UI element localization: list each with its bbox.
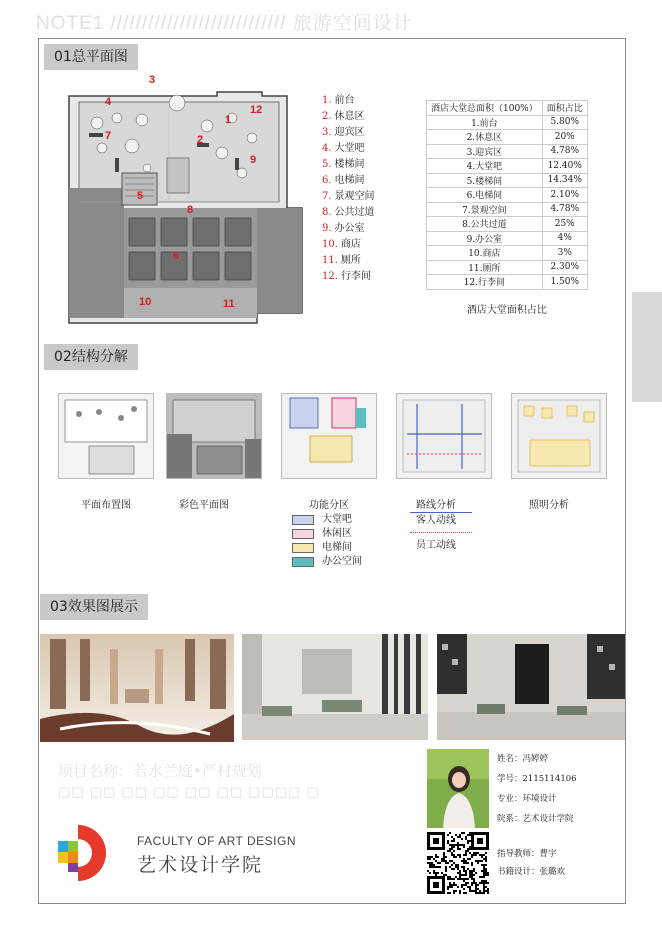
table-row: [427, 159, 588, 174]
table-cell: 12.行李间: [427, 275, 543, 290]
faculty-name-en: FACULTY OF ART DESIGN: [137, 834, 296, 848]
layout-plan-thumb: [58, 393, 154, 479]
table-cell: 11.厕所: [427, 260, 543, 275]
table-cell: 2.10%: [542, 188, 587, 203]
function-legend-label: 办公空间: [322, 556, 362, 567]
map-label: 11: [223, 298, 235, 310]
table-row: [427, 231, 588, 246]
legend-number: 5.: [322, 159, 332, 170]
function-legend-item: [292, 541, 362, 555]
legend-label: 景观空间: [334, 191, 375, 202]
function-legend: [292, 513, 362, 569]
legend-number: 4.: [322, 143, 332, 154]
caption-lighting: 照明分析: [529, 500, 569, 511]
legend-number: 10.: [322, 239, 338, 250]
legend-item: [322, 253, 375, 269]
legend-number: 6.: [322, 175, 332, 186]
table-cell: 5.80%: [542, 115, 587, 130]
legend-label: 办公室: [334, 223, 365, 234]
table-cell: 12.40%: [542, 159, 587, 174]
table-cell: 4%: [542, 231, 587, 246]
table-cell: 1.前台: [427, 115, 543, 130]
legend-label: 公共过道: [334, 207, 375, 218]
faculty-name-cn: 艺术设计学院: [137, 854, 264, 876]
map-label: 2: [197, 134, 204, 146]
student-id: 学号：2115114106: [497, 774, 577, 784]
legend-item: [322, 205, 375, 221]
map-label: 1: [225, 114, 232, 126]
table-cell: 4.78%: [542, 144, 587, 159]
table-header: 面积占比: [542, 101, 587, 116]
legend-label: 迎宾区: [334, 127, 365, 138]
master-floor-plan: [57, 74, 307, 328]
function-legend-item: [292, 555, 362, 569]
table-cell: 5.楼梯间: [427, 173, 543, 188]
project-name: 项目名称：若水兰庭•严村规划: [58, 762, 262, 780]
rendering-photo-3: [437, 634, 625, 740]
legend-item: [322, 173, 375, 189]
route-staff-label: 员工动线: [416, 540, 456, 551]
table-cell: 1.50%: [542, 275, 587, 290]
section-title-plan: 01总平面图: [44, 44, 138, 70]
table-cell: 10.商店: [427, 246, 543, 261]
function-legend-item: [292, 527, 362, 541]
legend-label: 大堂吧: [334, 143, 365, 154]
color-swatch: [292, 529, 314, 539]
legend-number: 1.: [322, 95, 332, 106]
map-label: 12: [250, 104, 263, 116]
rendering-photo-1: [40, 634, 234, 742]
route-analysis-thumb: [396, 393, 492, 479]
caption-layout: 平面布置图: [81, 500, 131, 511]
caption-color: 彩色平面图: [179, 500, 229, 511]
map-label: 7: [105, 130, 112, 142]
color-swatch: [292, 557, 314, 567]
table-row: [427, 260, 588, 275]
legend-item: [322, 93, 375, 109]
note-header: NOTE1 //////////////////////////// 旅游空间设计: [36, 13, 413, 34]
section-title-renderings: 03效果图展示: [40, 594, 148, 620]
caption-function: 功能分区: [309, 500, 349, 511]
function-zone-thumb: [281, 393, 377, 479]
function-legend-label: 电梯间: [322, 542, 352, 553]
legend-item: [322, 221, 375, 237]
table-row: [427, 188, 588, 203]
legend-label: 电梯间: [334, 175, 365, 186]
table-row: [427, 173, 588, 188]
legend-number: 8.: [322, 207, 332, 218]
legend-label: 行李间: [340, 271, 371, 282]
map-label: 4: [105, 96, 112, 108]
legend-number: 12.: [322, 271, 338, 282]
table-caption: 酒店大堂面积占比: [466, 304, 547, 316]
student-name: 姓名：冯婷婷: [497, 754, 549, 764]
qr-code: [427, 832, 489, 894]
function-legend-label: 大堂吧: [322, 514, 352, 525]
legend-label: 商店: [340, 239, 361, 250]
table-cell: 6.电梯间: [427, 188, 543, 203]
area-table: [426, 100, 588, 290]
legend-label: 厕所: [340, 255, 361, 266]
table-row: [427, 115, 588, 130]
table-row: [427, 144, 588, 159]
map-label: 10: [139, 296, 152, 308]
table-cell: 4.大堂吧: [427, 159, 543, 174]
legend-number: 9.: [322, 223, 332, 234]
legend-number: 2.: [322, 111, 332, 122]
teacher: 指导教师：曹宇: [497, 849, 557, 859]
table-row: [427, 275, 588, 290]
map-label: 8: [187, 204, 194, 216]
table-cell: 2.30%: [542, 260, 587, 275]
table-row: [427, 217, 588, 232]
table-cell: 2.休息区: [427, 130, 543, 145]
lighting-analysis-thumb: [511, 393, 607, 479]
table-cell: 14.34%: [542, 173, 587, 188]
table-header: 酒店大堂总面积（100%）: [427, 101, 543, 116]
legend-number: 11.: [322, 255, 338, 266]
table-cell: 4.78%: [542, 202, 587, 217]
rendering-photo-2: [242, 634, 428, 740]
table-row: [427, 130, 588, 145]
side-tab: [632, 292, 662, 402]
table-row: [427, 202, 588, 217]
function-legend-label: 休闲区: [322, 528, 352, 539]
table-cell: 8.公共过道: [427, 217, 543, 232]
legend-item: [322, 125, 375, 141]
map-label: 3: [149, 74, 156, 86]
legend-item: [322, 269, 375, 285]
student-major: 专业：环境设计: [497, 794, 557, 804]
route-guest-label: 客人动线: [416, 515, 456, 526]
caption-route: 路线分析: [416, 500, 456, 511]
table-cell: 9.办公室: [427, 231, 543, 246]
legend-item: [322, 237, 375, 253]
legend-number: 7.: [322, 191, 332, 202]
color-plan-thumb: [166, 393, 262, 479]
route-legend: [410, 512, 472, 553]
legend-item: [322, 141, 375, 157]
color-swatch: [292, 515, 314, 525]
student-avatar: [427, 749, 489, 828]
table-row: [427, 246, 588, 261]
student-college: 院系：艺术设计学院: [497, 814, 574, 824]
legend-label: 前台: [334, 95, 355, 106]
function-legend-item: [292, 513, 362, 527]
table-cell: 3.迎宾区: [427, 144, 543, 159]
legend-item: [322, 189, 375, 205]
legend-label: 楼梯间: [334, 159, 365, 170]
table-cell: 20%: [542, 130, 587, 145]
table-cell: 7.景观空间: [427, 202, 543, 217]
plan-legend: [322, 93, 375, 285]
color-swatch: [292, 543, 314, 553]
legend-item: [322, 109, 375, 125]
student-info: [497, 753, 577, 825]
map-label: 9: [250, 154, 257, 166]
map-label: 5: [137, 190, 144, 202]
book-design: 书籍设计：张璐欢: [497, 867, 566, 877]
legend-label: 休息区: [334, 111, 365, 122]
legend-number: 3.: [322, 127, 332, 138]
table-cell: 3%: [542, 246, 587, 261]
section-title-structure: 02结构分解: [44, 344, 138, 370]
project-subline: □□ □□ □□ □□ □□ □□ □□□□ □: [58, 785, 320, 800]
table-cell: 25%: [542, 217, 587, 232]
area-table-wrap: [426, 100, 588, 316]
faculty-logo: [58, 823, 120, 883]
credits: [497, 848, 565, 878]
legend-item: [322, 157, 375, 173]
map-label: 6: [173, 250, 180, 262]
